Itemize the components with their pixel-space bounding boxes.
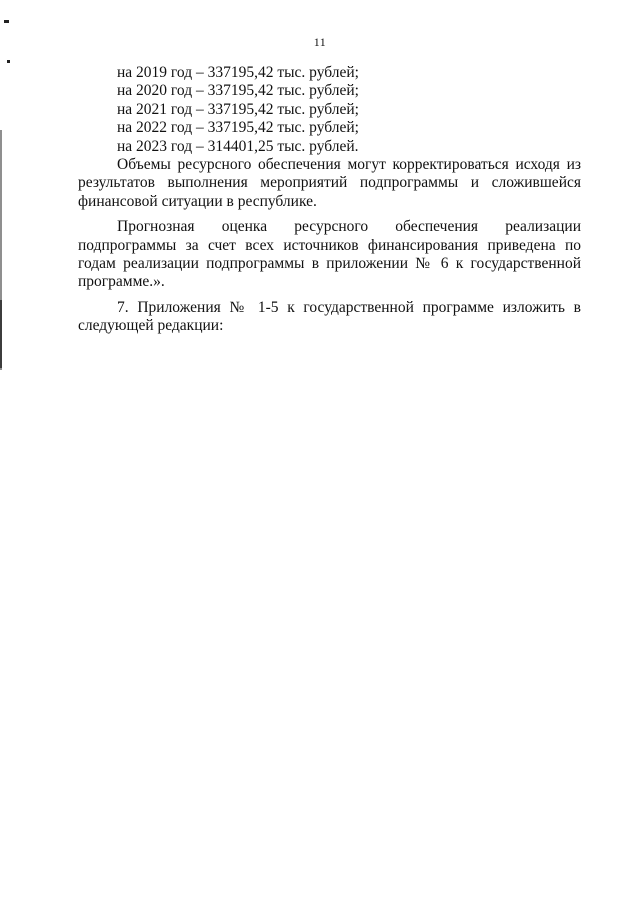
scan-mark-top (4, 20, 9, 23)
paragraph-adjustment: Объемы ресурсного обеспечения могут корректироваться исходя из результатов выполнения мероприятий подпрограммы и сложившейся финансовой ситуации в республике. (78, 156, 581, 210)
paragraph-appendices: 7. Приложения № 1-5 к государственной программе изложить в следующей редакции: (78, 298, 581, 335)
scan-mark-small (7, 60, 10, 63)
funding-line-2023: на 2023 год – 314401,25 тыс. рублей. (117, 137, 359, 155)
funding-line-2019: на 2019 год – 337195,42 тыс. рублей; (117, 64, 359, 81)
page-number: 11 (313, 35, 327, 49)
funding-line-2021: на 2021 год – 337195,42 тыс. рублей; (117, 100, 359, 118)
funding-line-2020: на 2020 год – 337195,42 тыс. рублей; (117, 82, 359, 100)
document-body (78, 64, 581, 336)
scan-edge-line-strong (0, 300, 2, 368)
paragraph-forecast: Прогнозная оценка ресурсного обеспечения реализации подпрограммы за счет всех источников финансирования приведена по годам реализации подпрограммы в приложении № 6 к государственной программе.». (78, 218, 581, 291)
funding-line-2022: на 2022 год – 337195,42 тыс. рублей; (117, 119, 359, 137)
